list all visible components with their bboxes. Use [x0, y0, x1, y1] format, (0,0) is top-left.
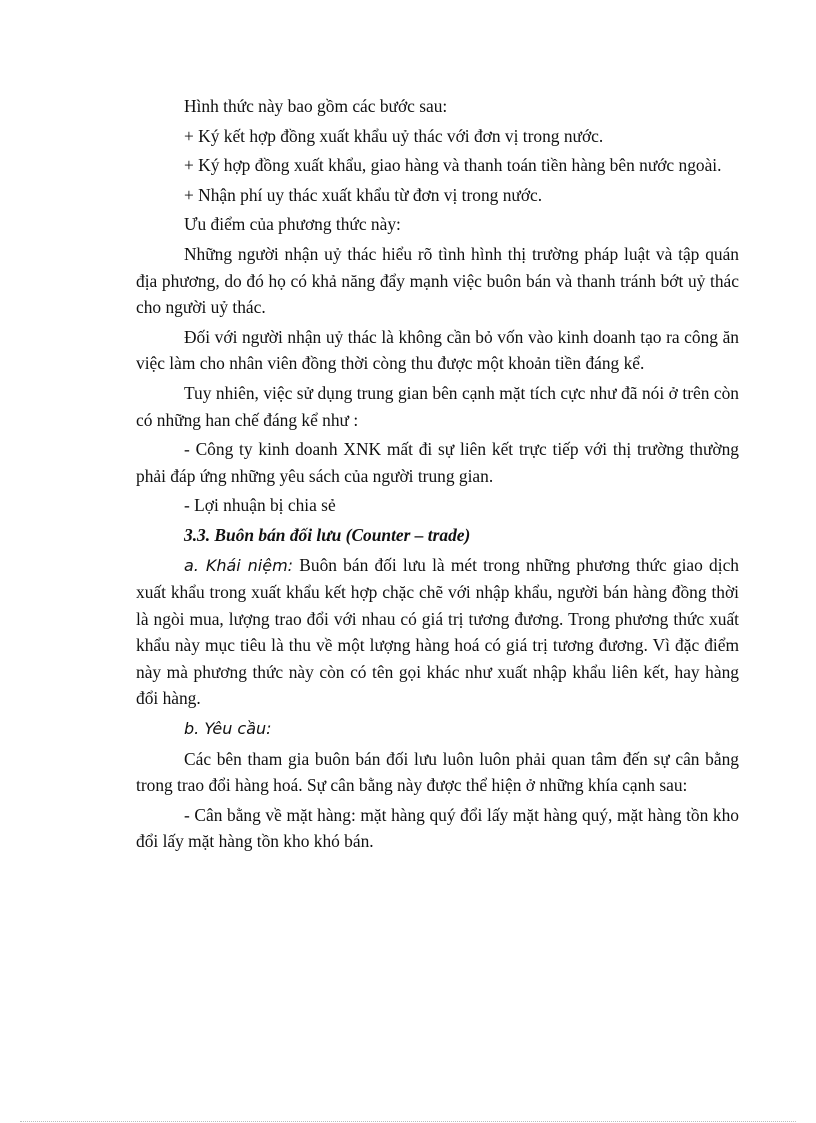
paragraph: Hình thức này bao gồm các bước sau:	[184, 96, 448, 116]
paragraph: - Cân bằng về mặt hàng: mặt hàng quý đổi lấy mặt hàng quý, mặt hàng tồn kho đổi lấy mặt hàng tồn kho khó bán.	[136, 804, 739, 852]
section-heading: 3.3. Buôn bán đối lưu (Counter – trade)	[184, 524, 471, 545]
concept-label: a. Khái niệm:	[184, 555, 294, 575]
concept-paragraph	[136, 552, 739, 713]
paragraph: - Lợi nhuận bị chia sẻ	[184, 495, 336, 516]
paragraph: + Nhận phí uy thác xuất khẩu từ đơn vị trong nước.	[184, 184, 543, 205]
paragraph: + Ký kết hợp đồng xuất khẩu uỷ thác với đơn vị trong nước.	[184, 125, 604, 146]
paragraph: Tuy nhiên, việc sử dụng trung gian bên cạnh mặt tích cực như đã nói ở trên còn có những han chế đáng kể như :	[136, 382, 739, 430]
paragraph: Các bên tham gia buôn bán đối lưu luôn luôn phải quan tâm đến sự cân bằng trong trao đổi hàng hoá. Sự cân bằng này được thể hiện ở những khía cạnh sau:	[136, 748, 739, 796]
requirement-label: b. Yêu cầu:	[184, 719, 272, 739]
concept-text: Buôn bán đối lưu là mét trong những phương thức giao dịch xuất khẩu trong xuất khẩu kết hợp chặc chẽ với nhập khẩu, người bán hàng đồng thời là ngòi mua, lượng trao đổi với nhau có giá trị tương đương. Trong phương thức xuất khẩu này mục tiêu là thu về một lượng hàng hoá có giá trị tương đương. Vì đặc điểm này mà phương thức này còn có tên gọi khác như xuất nhập khẩu liên kết, hay hàng đổi hàng.	[136, 554, 739, 709]
paragraph: + Ký hợp đồng xuất khẩu, giao hàng và thanh toán tiền hàng bên nước ngoài.	[184, 155, 722, 176]
requirement-paragraph	[136, 715, 739, 743]
paragraph: Những người nhận uỷ thác hiểu rõ tình hình thị trường pháp luật và tập quán địa phương, do đó họ có khả năng đẩy mạnh việc buôn bán và thanh tránh bớt uỷ thác cho người uỷ thác.	[136, 243, 739, 318]
paragraph: - Công ty kinh doanh XNK mất đi sự liên kết trực tiếp với thị trường thường phải đáp ứng những yêu sách của người trung gian.	[136, 439, 739, 486]
document-body	[136, 93, 739, 858]
paragraph: Đối với người nhận uỷ thác là không cần bỏ vốn vào kinh doanh tạo ra công ăn việc làm cho nhân viên đồng thời còng thu được một khoản tiền đáng kể.	[136, 326, 739, 374]
page-bottom-rule	[20, 1121, 796, 1122]
paragraph: Ưu điểm của phương thức này:	[184, 214, 401, 235]
